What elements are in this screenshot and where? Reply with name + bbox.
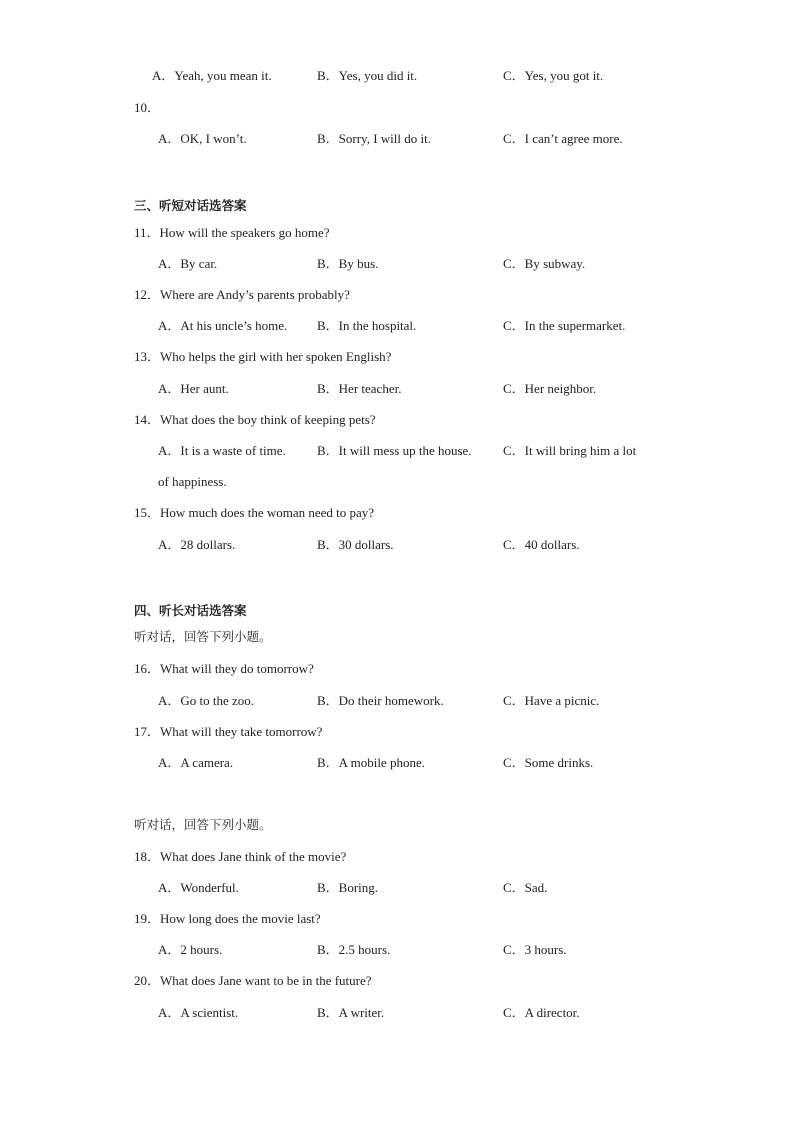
section-3-title: 三、听短对话选答案 bbox=[134, 198, 247, 213]
option-a: A．Yeah, you mean it. bbox=[152, 68, 272, 83]
question-text: 11．How will the speakers go home? bbox=[134, 225, 330, 240]
question-text: 14．What does the boy think of keeping pets? bbox=[134, 412, 376, 427]
option-c: C．Some drinks. bbox=[503, 755, 594, 770]
option-c: C．3 hours. bbox=[503, 942, 567, 957]
option-a: A．Her aunt. bbox=[158, 381, 229, 396]
option-a: A．It is a waste of time. bbox=[158, 443, 286, 458]
question-text: 18．What does Jane think of the movie? bbox=[134, 849, 347, 864]
option-c: C．It will bring him a lot bbox=[503, 443, 637, 458]
option-b: B．Do their homework. bbox=[317, 693, 444, 708]
option-c-continuation: of happiness. bbox=[158, 474, 227, 489]
option-c: C．Sad. bbox=[503, 880, 548, 895]
option-b: B．30 dollars. bbox=[317, 537, 394, 552]
option-b: B．It will mess up the house. bbox=[317, 443, 472, 458]
option-b: B．Sorry, I will do it. bbox=[317, 131, 431, 146]
question-text: 16．What will they do tomorrow? bbox=[134, 661, 314, 676]
option-c: C．In the supermarket. bbox=[503, 318, 626, 333]
question-text: 13．Who helps the girl with her spoken English? bbox=[134, 349, 392, 364]
option-a: A．OK, I won’t. bbox=[158, 131, 247, 146]
option-c: C．A director. bbox=[503, 1005, 580, 1020]
question-text: 15．How much does the woman need to pay? bbox=[134, 505, 375, 520]
option-a: A．A camera. bbox=[158, 755, 234, 770]
group-1-instruction: 听对话，回答下列小题。 bbox=[134, 629, 272, 644]
option-a: A．By car. bbox=[158, 256, 218, 271]
group-2-instruction: 听对话，回答下列小题。 bbox=[134, 817, 272, 832]
option-b: B．2.5 hours. bbox=[317, 942, 391, 957]
option-b: B．A mobile phone. bbox=[317, 755, 425, 770]
option-a: A．28 dollars. bbox=[158, 537, 236, 552]
option-a: A．2 hours. bbox=[158, 942, 223, 957]
option-a: A．A scientist. bbox=[158, 1005, 239, 1020]
option-c: C．Her neighbor. bbox=[503, 381, 597, 396]
option-c: C．I can’t agree more. bbox=[503, 131, 623, 146]
option-c: C．40 dollars. bbox=[503, 537, 580, 552]
question-text: 12．Where are Andy’s parents probably? bbox=[134, 287, 350, 302]
option-c: C．By subway. bbox=[503, 256, 586, 271]
section-4-title: 四、听长对话选答案 bbox=[134, 603, 247, 618]
option-b: B．Boring. bbox=[317, 880, 379, 895]
option-b: B．In the hospital. bbox=[317, 318, 417, 333]
question-text: 20．What does Jane want to be in the future? bbox=[134, 973, 372, 988]
option-b: B．Her teacher. bbox=[317, 381, 402, 396]
option-a: A．Wonderful. bbox=[158, 880, 239, 895]
question-text: 19．How long does the movie last? bbox=[134, 911, 321, 926]
option-c: C．Have a picnic. bbox=[503, 693, 600, 708]
option-b: B．By bus. bbox=[317, 256, 379, 271]
question-text: 17．What will they take tomorrow? bbox=[134, 724, 323, 739]
option-c: C．Yes, you got it. bbox=[503, 68, 604, 83]
question-number: 10． bbox=[134, 100, 161, 115]
option-a: A．At his uncle’s home. bbox=[158, 318, 288, 333]
option-b: B．A writer. bbox=[317, 1005, 385, 1020]
option-a: A．Go to the zoo. bbox=[158, 693, 255, 708]
option-b: B．Yes, you did it. bbox=[317, 68, 418, 83]
